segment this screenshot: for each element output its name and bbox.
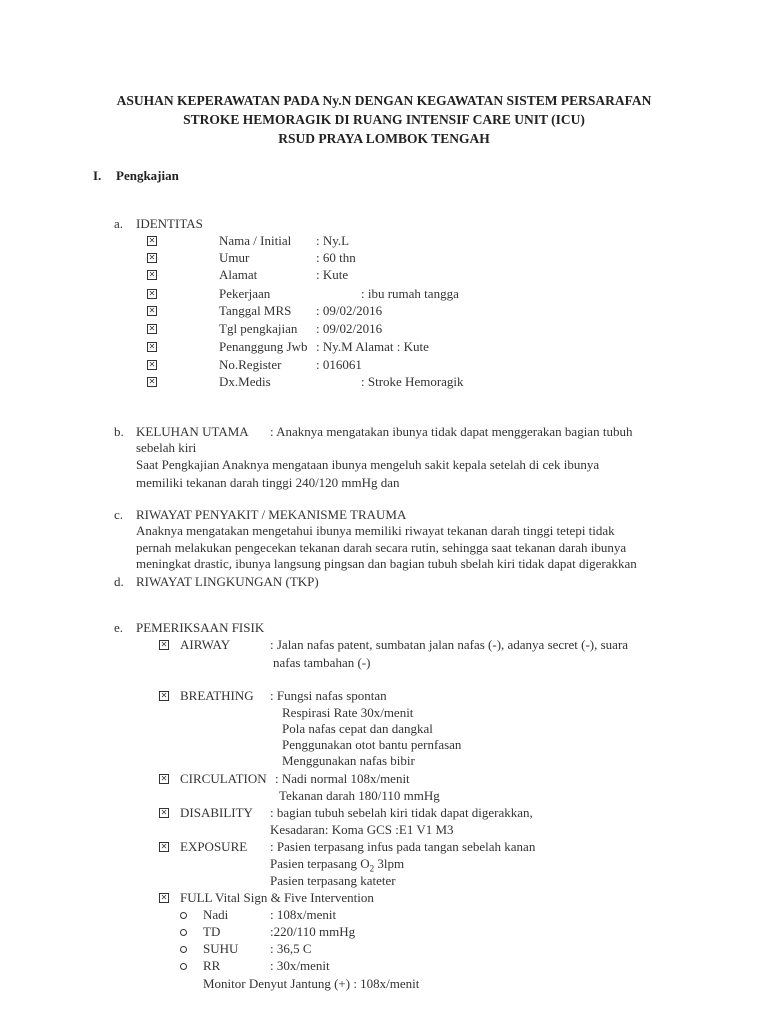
identitas-value: : Kute [316, 267, 349, 282]
checkbox-icon: ✕ [160, 842, 168, 851]
checkbox-icon: ✕ [148, 236, 156, 245]
identitas-heading: IDENTITAS [136, 216, 203, 231]
section-number: I. [93, 168, 102, 183]
identitas-label: Dx.Medis [219, 374, 271, 389]
breathing-text: Respirasi Rate 30x/menit [282, 705, 414, 720]
circulation-label: CIRCULATION [180, 771, 267, 786]
keluhan-text: Saat Pengkajian Anaknya mengataan ibunya mengeluh sakit kepala setelah di cek ibunya [136, 457, 600, 472]
checkbox-icon: ✕ [160, 808, 168, 817]
disability-text: Kesadaran: Koma GCS :E1 V1 M3 [270, 822, 454, 837]
keluhan-heading: KELUHAN UTAMA [136, 424, 249, 439]
riwayat-text: Anaknya mengatakan mengetahui ibunya memiliki riwayat tekanan darah tinggi tetepi tidak [136, 523, 615, 538]
vital-label: TD [203, 924, 221, 939]
identitas-value: : ibu rumah tangga [361, 286, 459, 301]
breathing-text: Penggunakan otot bantu pernfasan [282, 737, 462, 752]
title-line-2: STROKE HEMORAGIK DI RUANG INTENSIF CARE UNIT (ICU) [183, 112, 585, 127]
full-label: FULL Vital Sign & Five Intervention [180, 890, 374, 905]
identitas-label: Tgl pengkajian [219, 321, 298, 336]
checkbox-icon: ✕ [148, 360, 156, 369]
keluhan-text: : Anaknya mengatakan ibunya tidak dapat menggerakan bagian tubuh [270, 424, 633, 439]
identitas-label: Umur [219, 250, 250, 265]
checkbox-icon: ✕ [148, 324, 156, 333]
identitas-label: Alamat [219, 267, 258, 282]
checkbox-icon: ✕ [160, 640, 168, 649]
identitas-label: Pekerjaan [219, 286, 271, 301]
airway-label: AIRWAY [180, 637, 231, 652]
identitas-value: : Ny.L [316, 233, 350, 248]
lingkungan-heading: RIWAYAT LINGKUNGAN (TKP) [136, 574, 319, 589]
checkbox-icon: ✕ [148, 289, 156, 298]
vital-label: RR [203, 958, 221, 973]
breathing-text: : Fungsi nafas spontan [270, 688, 387, 703]
keluhan-letter: b. [114, 424, 124, 439]
identitas-letter: a. [114, 216, 124, 231]
identitas-value: : Stroke Hemoragik [361, 374, 464, 389]
identitas-label: No.Register [219, 357, 282, 372]
vital-value: : 108x/menit [270, 907, 337, 922]
identitas-label: Tanggal MRS [219, 303, 292, 318]
exposure-text: Pasien terpasang $O_2$ 3lpm [270, 856, 405, 874]
airway-text: : Jalan nafas patent, sumbatan jalan nafas (-), adanya secret (-), suara [270, 637, 629, 652]
title-line-3: RSUD PRAYA LOMBOK TENGAH [278, 131, 490, 146]
bullet-circle-icon [180, 963, 187, 970]
checkbox-icon: ✕ [148, 342, 156, 351]
exposure-text: Pasien terpasang kateter [270, 873, 396, 888]
identitas-value: : 016061 [316, 357, 362, 372]
bullet-circle-icon [180, 946, 187, 953]
keluhan-text: sebelah kiri [136, 440, 197, 455]
exposure-label: EXPOSURE [180, 839, 248, 854]
circulation-text: : Nadi normal 108x/menit [275, 771, 410, 786]
exposure-text: : Pasien terpasang infus pada tangan sebelah kanan [270, 839, 536, 854]
fisik-heading: PEMERIKSAAN FISIK [136, 620, 265, 635]
identitas-label: Penanggung Jwb [219, 339, 308, 354]
breathing-text: Menggunakan nafas bibir [282, 753, 415, 768]
airway-text: nafas tambahan (-) [273, 655, 371, 670]
vital-value: : 30x/menit [270, 958, 330, 973]
disability-label: DISABILITY [180, 805, 253, 820]
checkbox-icon: ✕ [160, 691, 168, 700]
bullet-circle-icon [180, 929, 187, 936]
identitas-value: : 60 thn [316, 250, 356, 265]
identitas-value: : 09/02/2016 [316, 321, 383, 336]
bullet-circle-icon [180, 912, 187, 919]
identitas-value: : 09/02/2016 [316, 303, 383, 318]
checkbox-icon: ✕ [148, 253, 156, 262]
breathing-label: BREATHING [180, 688, 254, 703]
vital-label: Nadi [203, 907, 229, 922]
monitor-text: Monitor Denyut Jantung (+) : 108x/menit [203, 976, 420, 991]
riwayat-letter: c. [114, 507, 124, 522]
lingkungan-letter: d. [114, 574, 124, 589]
checkbox-icon: ✕ [148, 306, 156, 315]
checkbox-icon: ✕ [148, 270, 156, 279]
checkbox-icon: ✕ [160, 774, 168, 783]
identitas-value: : Ny.M Alamat : Kute [316, 339, 429, 354]
checkbox-icon: ✕ [148, 377, 156, 386]
circulation-text: Tekanan darah 180/110 mmHg [279, 788, 440, 803]
riwayat-text: pernah melakukan pengecekan tekanan darah secara rutin, sehingga saat tekanan darah ibunya [136, 540, 627, 555]
riwayat-text: meningkat drastic, ibunya langsung pingsan dan bagian tubuh sbelah kiri tidak dapat digerakkan [136, 556, 637, 571]
checkbox-icon: ✕ [160, 893, 168, 902]
title-line-1: ASUHAN KEPERAWATAN PADA Ny.N DENGAN KEGAWATAN SISTEM PERSARAFAN [116, 93, 652, 108]
fisik-letter: e. [114, 620, 124, 635]
riwayat-heading: RIWAYAT PENYAKIT / MEKANISME TRAUMA [136, 507, 407, 522]
vital-value: :220/110 mmHg [270, 924, 356, 939]
disability-text: : bagian tubuh sebelah kiri tidak dapat digerakkan, [270, 805, 533, 820]
vital-label: SUHU [203, 941, 239, 956]
keluhan-text: memiliki tekanan darah tinggi 240/120 mmHg dan [136, 475, 400, 490]
vital-value: : 36,5 C [270, 941, 312, 956]
breathing-text: Pola nafas cepat dan dangkal [282, 721, 433, 736]
section-heading: Pengkajian [116, 168, 179, 183]
identitas-label: Nama / Initial [219, 233, 292, 248]
